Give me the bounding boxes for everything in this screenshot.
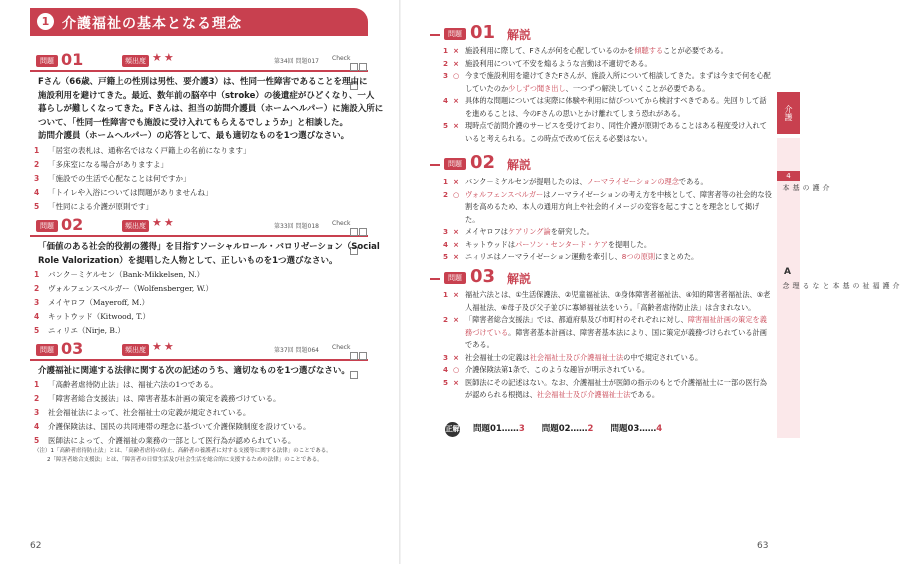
explanation-label: 解説 — [507, 158, 532, 172]
explanation-item: 2 × 施設利用について不安を煽るような言動は不適切である。 — [443, 58, 652, 68]
option-item[interactable]: 3 「施設での生活で心配なことは何ですか」 — [34, 174, 191, 183]
check-boxes[interactable] — [350, 345, 368, 383]
options-03 — [34, 378, 311, 448]
star-rating: ★★ — [152, 216, 176, 229]
question-number: 02 — [61, 215, 84, 234]
explanation-item: 3 ○ 今まで施設利用を避けてきたFさんが、施設入所について相談してきた。まずは今まで何を心配していたのか少しずつ聞き出し、一つずつ解決していくことが必要である。 — [443, 71, 771, 93]
check-box[interactable] — [350, 371, 358, 379]
option-text: キットウッド（Kitwood, T.） — [48, 312, 151, 321]
check-box[interactable] — [359, 63, 367, 71]
side-section-letter: A — [784, 267, 791, 277]
explanation-item: 5 × ニィリエはノーマライゼーション運動を牽引し、8つの原則にまとめた。 — [443, 252, 699, 261]
option-text: 社会福祉法によって、社会福祉士の定義が規定されている。 — [48, 408, 251, 417]
explanation-item: 5 × 医師法にその記述はない。なお、介護福祉士が医師の指示のもとで介護福祉士に一部の医行為が認められる根拠は、社会福祉士及び介護福祉士法である。 — [443, 377, 767, 399]
star-rating: ★★ — [152, 51, 176, 64]
check-label: Check — [332, 344, 351, 351]
check-box[interactable] — [359, 228, 367, 236]
option-text: バンク－ミケルセン（Bank-Mikkelsen, N.） — [48, 270, 205, 279]
explanation-tag: 問題 — [444, 158, 466, 170]
options-02 — [34, 268, 213, 338]
option-item[interactable]: 4 「トイレや入浴については問題がありませんね」 — [34, 188, 213, 197]
side-subsection-title: 介護福祉の基本となる理念 — [782, 282, 900, 289]
footnote: （注）1「高齢者虐待防止法」とは、「高齢者虐待の防止、高齢者の養護者に対する支援等に関する法律」のことである。 — [34, 448, 332, 454]
explanation-item: 3 × 社会福祉士の定義は社会福祉士及び介護福祉士法の中で規定されている。 — [443, 352, 703, 362]
stem-line: 訪問介護員（ホームヘルパー）の応答として、最も適切なものを1つ選びなさい。 — [38, 131, 350, 141]
answer-label: 問題03…… — [610, 424, 657, 434]
explanation-item: 4 × 具体的な問題については実際に体験や利用に結びついてから検討すべきである。先回りして話を進めることは、今のFさんの思いとかけ離れてしまう恐れがある。 — [443, 96, 767, 118]
chapter-number: 1 — [37, 13, 54, 30]
chapter-title: 介護福祉の基本となる理念 — [62, 16, 242, 32]
check-box[interactable] — [350, 352, 358, 360]
stem-line: Fさん（66歳、戸籍上の性別は男性、要介護3）は、性同一性障害であることを理由に — [38, 77, 368, 87]
explanation-header-01 — [430, 24, 765, 44]
header-rule — [430, 278, 440, 280]
stem-line: 「価値のある社会的役割の獲得」を目指すソーシャルロール・バロリゼーション（Social — [38, 242, 380, 252]
explanation-item: 3 × メイヤロフはケアリング論を研究した。 — [443, 227, 594, 236]
option-item[interactable]: 2 「障害者総合支援法」は、障害者基本計画の策定を義務づけている。 — [34, 394, 281, 403]
explanation-item: 1 × 福祉六法とは、①生活保護法、②児童福祉法、③身体障害者福祉法、④知的障害者福祉法、⑤老人福祉法、⑥母子及び父子並びに寡婦福祉法をいう。「高齢者虐待防止法」は含まれない。 — [443, 290, 771, 312]
explanation-header-03 — [430, 268, 765, 288]
header-rule — [430, 34, 440, 36]
explanation-tag: 問題 — [444, 28, 466, 40]
header-rule — [430, 164, 440, 166]
option-item[interactable]: 3 メイヤロフ（Mayeroff, M.） — [34, 298, 150, 307]
check-box[interactable] — [350, 228, 358, 236]
option-item[interactable]: 1 「居室の表札は、通称名ではなく戸籍上の名前になります」 — [34, 146, 251, 155]
option-item[interactable]: 1 バンク－ミケルセン（Bank-Mikkelsen, N.） — [34, 270, 205, 279]
question-source: 第34回 問題017 — [274, 58, 319, 65]
explanation-label: 解説 — [507, 28, 532, 42]
option-text: 「高齢者虐待防止法」は、福祉六法の1つである。 — [48, 380, 218, 389]
explanation-header-02 — [430, 154, 765, 174]
explanation-item: 5 × 現時点で訪問介護のサービスを受けており、同性介護が原則であることはある程度受け入れていると考えられる。この時点で改めて伝える必要はない。 — [443, 121, 767, 143]
question-stem-03 — [38, 365, 350, 379]
stem-line: ついて、「性同一性障害でも施設に受け入れてもらえるでしょうか」と相談した。 — [38, 117, 348, 128]
option-text: 「性同による介護が原則です」 — [48, 202, 153, 211]
page-number-left: 62 — [30, 541, 42, 551]
option-item[interactable]: 1 「高齢者虐待防止法」は、福祉六法の1つである。 — [34, 380, 218, 389]
question-tag: 問題 — [36, 220, 58, 232]
option-text: 「施設での生活で心配なことは何ですか」 — [48, 174, 191, 183]
question-header-03 — [30, 339, 368, 361]
explanation-tag: 問題 — [444, 272, 466, 284]
option-item[interactable]: 2 ヴォルフェンスベルガー（Wolfensberger, W.） — [34, 284, 213, 293]
explanation-number: 01 — [470, 22, 496, 43]
option-text: 「居室の表札は、通称名ではなく戸籍上の名前になります」 — [48, 146, 251, 155]
option-text: メイヤロフ（Mayeroff, M.） — [48, 298, 150, 307]
option-text: 「トイレや入浴については問題がありませんね」 — [48, 188, 213, 197]
explanation-list-01 — [443, 45, 773, 145]
question-stem-02 — [38, 241, 380, 268]
option-text: ヴォルフェンスベルガー（Wolfensberger, W.） — [48, 284, 213, 293]
answer-summary — [445, 422, 676, 437]
star-rating: ★★ — [152, 340, 176, 353]
question-header-01 — [30, 50, 368, 72]
answer-label: 問題02…… — [541, 424, 588, 434]
option-item[interactable]: 5 医師法によって、介護福祉の業務の一部として医行為が認められている。 — [34, 436, 296, 445]
answer-value: 4 — [656, 424, 663, 434]
option-item[interactable]: 4 介護保険法は、国民の共同連帯の理念に基づいて介護保険制度を設けている。 — [34, 422, 311, 431]
question-tag: 問題 — [36, 55, 58, 67]
footnote: 2「障害者総合支援法」とは、「障害者の日常生活及び社会生活を総合的に支援するための法律」のことである。 — [47, 457, 323, 463]
answer-badge: 正解 — [445, 422, 460, 437]
question-number: 01 — [61, 50, 84, 69]
check-box[interactable] — [359, 352, 367, 360]
frequency-label: 頻出度 — [122, 55, 149, 67]
question-source: 第33回 問題018 — [274, 223, 319, 230]
question-header-02 — [30, 215, 368, 237]
explanation-label: 解説 — [507, 272, 532, 286]
explanation-item: 2 × 「障害者総合支援法」では、都道府県及び市町村のそれぞれに対し、障害福祉計画の策定を義務づけている。障害者基本計画は、障害者基本法により、国に策定が義務づけられている計画である。 — [443, 315, 767, 349]
answer-value: 3 — [518, 424, 525, 434]
question-number: 03 — [61, 339, 84, 358]
stem-line: 介護福祉に関連する法律に関する次の記述のうち、適切なものを1つ選びなさい。 — [38, 366, 350, 376]
explanation-item: 1 × バンク－ミケルセンが提唱したのは、ノーマライゼーションの理念である。 — [443, 177, 708, 186]
stem-line: 暮らしが難しくなってきた。Fさんは、担当の訪問介護員（ホームヘルパー）に施設入所に — [38, 104, 384, 114]
check-label: Check — [332, 220, 351, 227]
explanation-item: 2 ○ ヴォルフェンスベルガーはノーマライゼーションの考え方を中核として、障害者等の社会的な役割を高めるため、本人の通用方向上や社会的イメージの変容を起こすことを理念として掲げた。 — [443, 189, 772, 224]
check-label: Check — [332, 55, 351, 62]
explanation-number: 02 — [470, 152, 496, 173]
option-item[interactable]: 5 ニィリエ（Nirje, B.） — [34, 326, 125, 335]
page-gutter — [399, 0, 401, 564]
option-text: 介護保険法は、国民の共同連帯の理念に基づいて介護保険制度を設けている。 — [48, 422, 311, 431]
answer-value: 2 — [587, 424, 594, 434]
option-item[interactable]: 5 「性同による介護が原則です」 — [34, 202, 153, 211]
chapter-header — [30, 8, 368, 36]
explanation-item: 4 ○ 介護保険法第1条で、このような趣旨が明示されている。 — [443, 365, 650, 374]
question-source: 第37回 問題064 — [274, 347, 319, 354]
side-index-tab[interactable] — [777, 92, 900, 289]
side-tab-label[interactable]: 介護 — [777, 92, 800, 134]
question-tag: 問題 — [36, 344, 58, 356]
side-section-title: 介護の基本 — [782, 184, 830, 191]
option-item[interactable]: 4 キットウッド（Kitwood, T.） — [34, 312, 151, 321]
stem-line: Role Valorization）を提唱した人物として、正しいものを1つ選びなさい。 — [38, 255, 338, 266]
option-text: 「障害者総合支援法」は、障害者基本計画の策定を義務づけている。 — [48, 394, 281, 403]
option-item[interactable]: 3 社会福祉法によって、社会福祉士の定義が規定されている。 — [34, 408, 251, 417]
option-text: 医師法によって、介護福祉の業務の一部として医行為が認められている。 — [48, 436, 296, 445]
explanation-list-03 — [443, 289, 773, 402]
question-stem-01 — [38, 76, 383, 144]
explanation-item: 4 × キットウッドはパーソン・センタード・ケアを提唱した。 — [443, 239, 652, 249]
option-text: ニィリエ（Nirje, B.） — [48, 326, 125, 335]
page-number-right: 63 — [757, 541, 769, 551]
explanation-item: 1 × 施設利用に際して、Fさんが何を心配しているのかを傾聴することが必要である。 — [443, 46, 728, 55]
check-box[interactable] — [350, 63, 358, 71]
option-text: 「多床室になる場合がありますよ」 — [48, 160, 168, 169]
explanation-number: 03 — [470, 266, 496, 287]
stem-line: 施設利用を避けてきた。最近、数年前の脳卒中（stroke）の後遺症がひどくなり、一人 — [38, 90, 375, 101]
frequency-label: 頻出度 — [122, 344, 149, 356]
frequency-label: 頻出度 — [122, 220, 149, 232]
footnotes — [34, 447, 332, 465]
answer-label: 問題01…… — [472, 424, 519, 434]
option-item[interactable]: 2 「多床室になる場合がありますよ」 — [34, 160, 168, 169]
side-section-number: 4 — [777, 171, 800, 181]
options-01 — [34, 144, 251, 214]
explanation-list-02 — [443, 176, 773, 264]
